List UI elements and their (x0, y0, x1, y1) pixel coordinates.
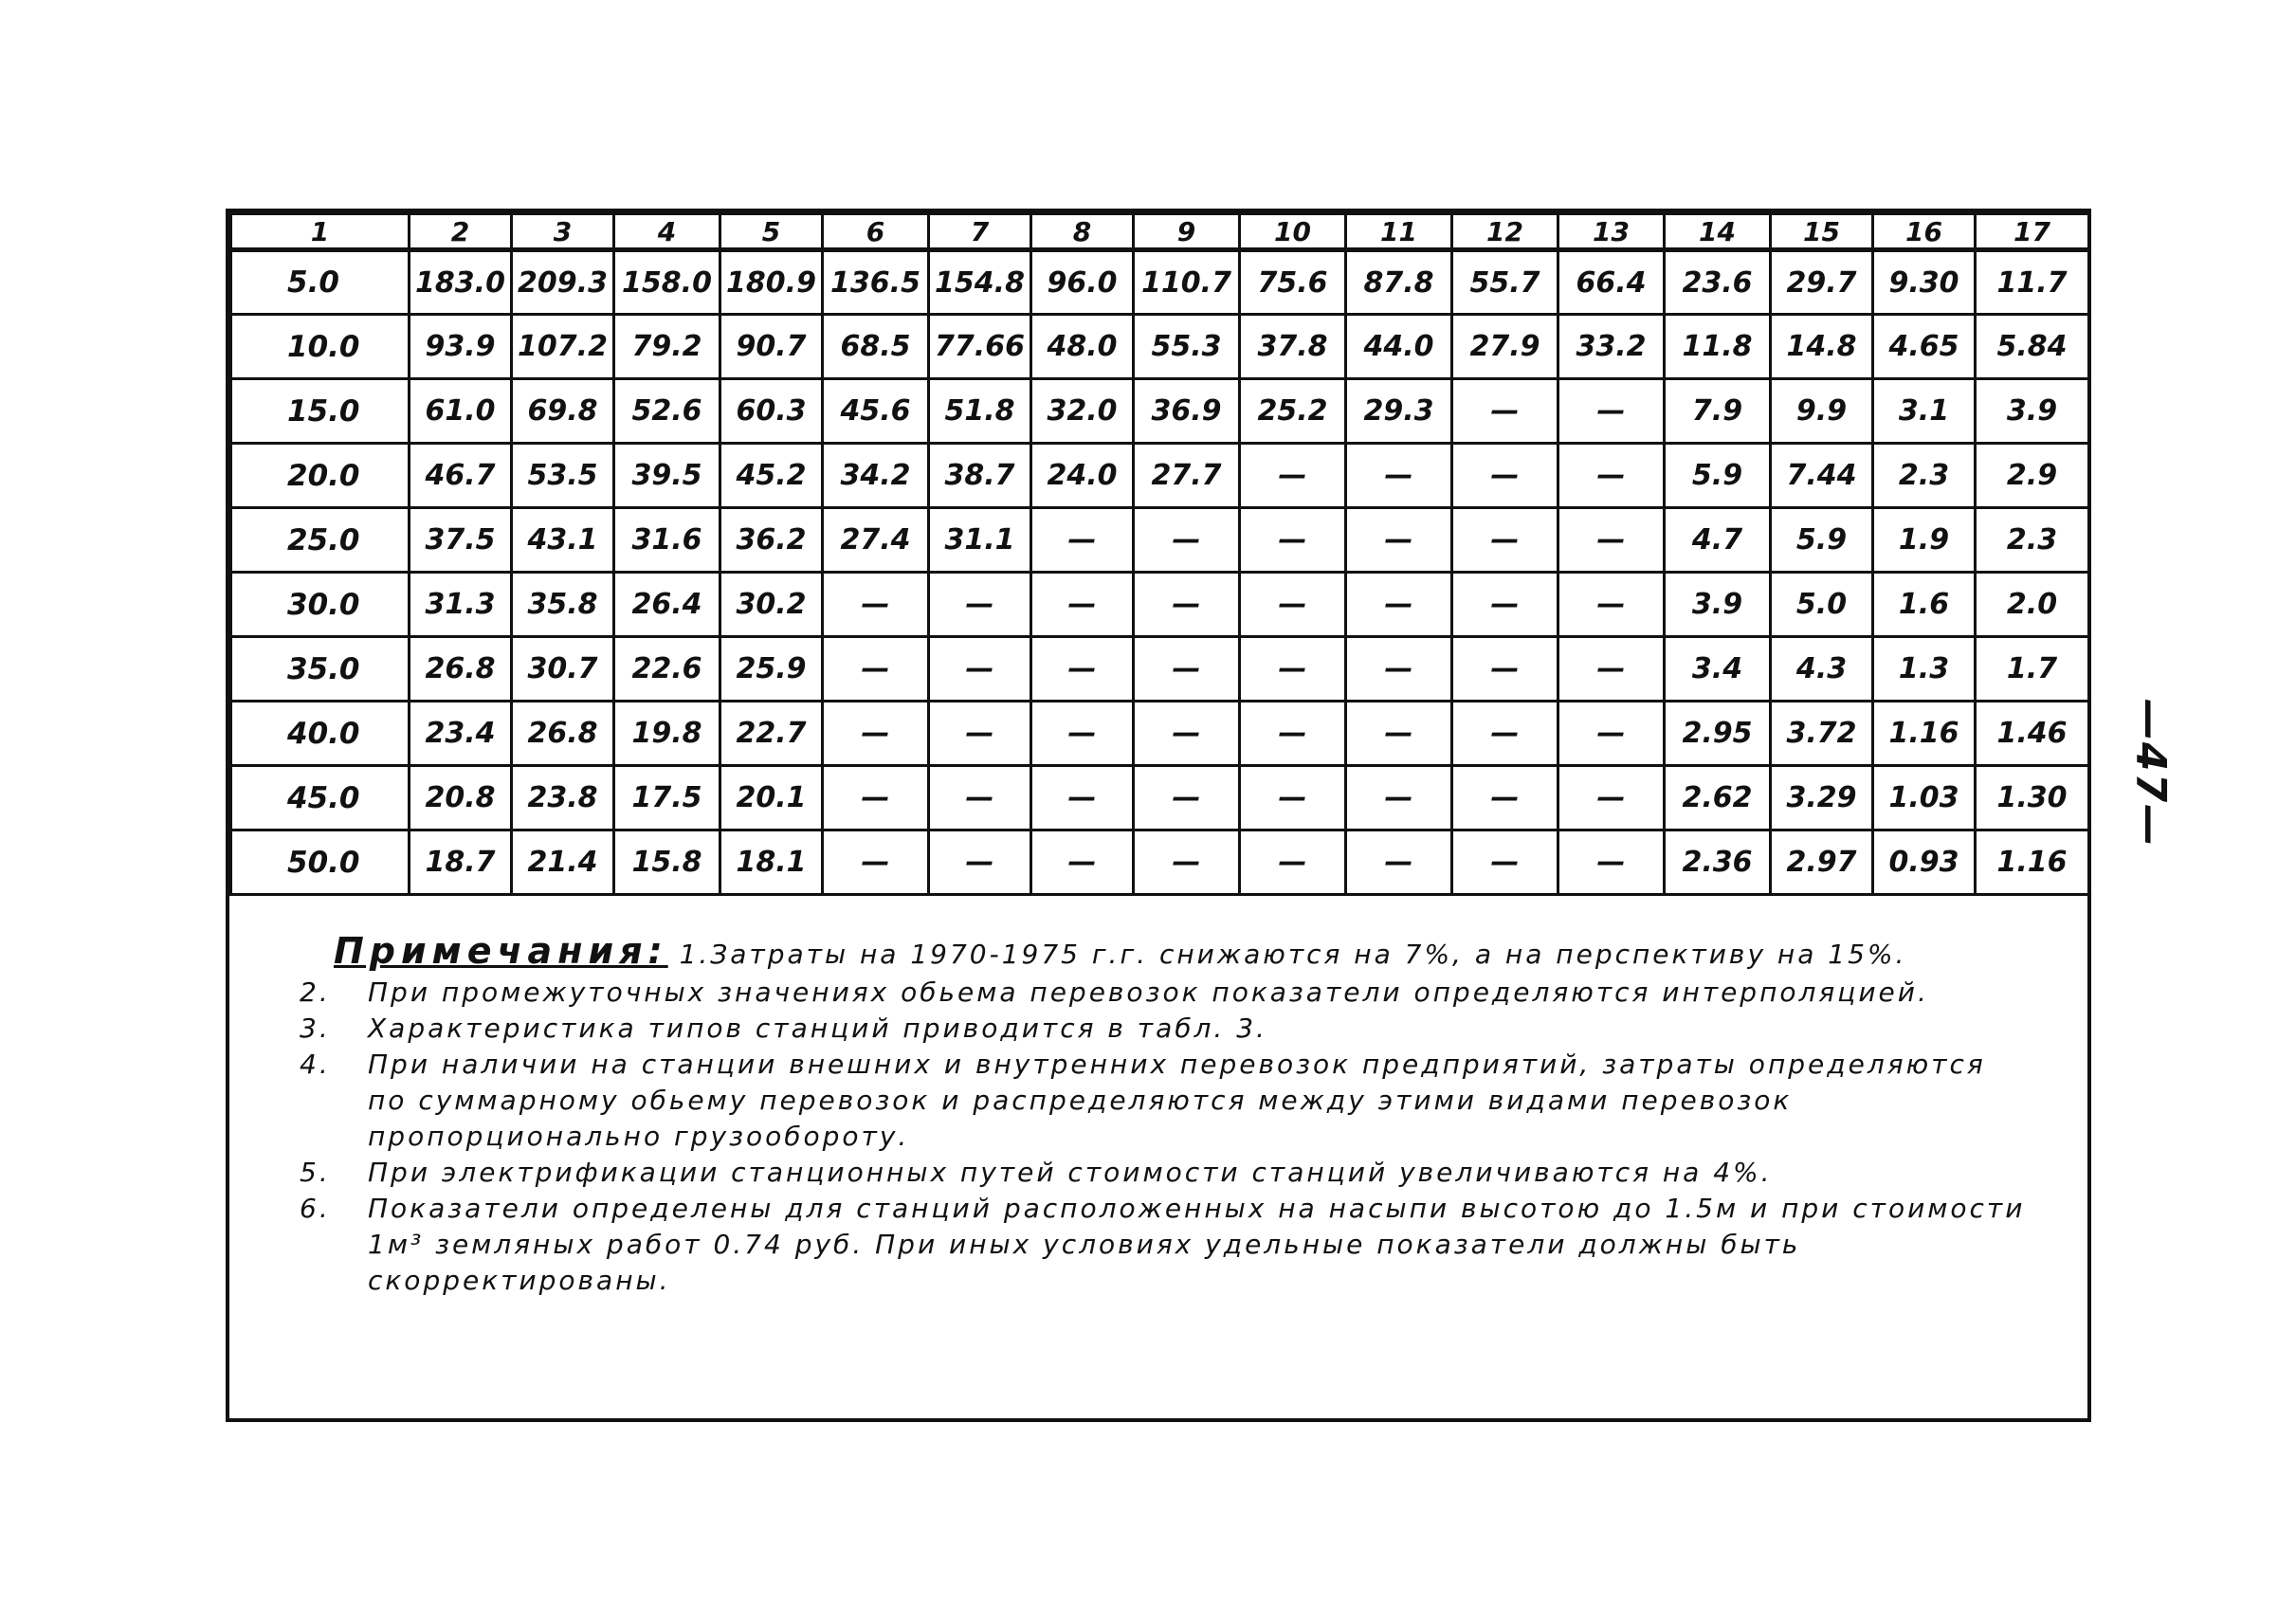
table-cell: 25.2 (1240, 379, 1346, 444)
table-cell: 55.3 (1134, 315, 1240, 379)
table-row (231, 379, 2089, 444)
table-cell: — (1452, 702, 1558, 766)
table-cell: — (1558, 637, 1665, 702)
table-cell: 27.9 (1452, 315, 1558, 379)
column-header: 1 (231, 214, 410, 250)
table-cell: — (1346, 508, 1452, 573)
table-cell: 30.7 (512, 637, 614, 702)
column-header: 9 (1134, 214, 1240, 250)
table-cell: 1.46 (1976, 702, 2089, 766)
table-cell: — (1134, 766, 1240, 830)
note-number: 5. (300, 1157, 331, 1188)
table-cell: 7.9 (1665, 379, 1771, 444)
document-sheet (226, 209, 2091, 1422)
table-row (231, 766, 2089, 830)
table-cell: 136.5 (823, 250, 929, 315)
table-cell: 9.30 (1873, 250, 1976, 315)
note-item (301, 1047, 2031, 1155)
table-cell: 79.2 (614, 315, 720, 379)
table-cell: 1.6 (1873, 573, 1976, 637)
row-label-cell: 30.0 (231, 573, 410, 637)
table-cell: 23.8 (512, 766, 614, 830)
table-cell: 110.7 (1134, 250, 1240, 315)
row-label-cell: 5.0 (231, 250, 410, 315)
table-cell: 37.5 (410, 508, 512, 573)
table-cell: 61.0 (410, 379, 512, 444)
table-cell: 93.9 (410, 315, 512, 379)
table-cell: 2.3 (1976, 508, 2089, 573)
table-row (231, 702, 2089, 766)
note-number: 3. (300, 1013, 331, 1044)
table-cell: 29.3 (1346, 379, 1452, 444)
note-1: 1.Затраты на 1970-1975 г.г. снижаются на 7%, а на перспективу на 15%. (679, 939, 1907, 970)
note-item (301, 975, 2031, 1011)
table-cell: 23.6 (1665, 250, 1771, 315)
column-header: 15 (1771, 214, 1873, 250)
column-header: 14 (1665, 214, 1771, 250)
table-cell: 39.5 (614, 444, 720, 508)
table-cell: — (1452, 379, 1558, 444)
table-cell: 183.0 (410, 250, 512, 315)
note-item (301, 1191, 2031, 1299)
table-cell: — (1558, 508, 1665, 573)
table-cell: 43.1 (512, 508, 614, 573)
column-header: 2 (410, 214, 512, 250)
column-header: 10 (1240, 214, 1346, 250)
table-cell: — (1134, 637, 1240, 702)
column-header: 5 (720, 214, 823, 250)
notes-first-line (334, 930, 2031, 973)
table-cell: 1.03 (1873, 766, 1976, 830)
cost-table (229, 212, 2090, 896)
table-cell: — (929, 573, 1031, 637)
table-cell: — (929, 830, 1031, 895)
column-header: 12 (1452, 214, 1558, 250)
row-label-cell: 15.0 (231, 379, 410, 444)
table-cell: 154.8 (929, 250, 1031, 315)
table-cell: 35.8 (512, 573, 614, 637)
table-cell: 36.9 (1134, 379, 1240, 444)
column-header: 13 (1558, 214, 1665, 250)
table-cell: — (1558, 766, 1665, 830)
table-cell: — (929, 637, 1031, 702)
column-header: 3 (512, 214, 614, 250)
table-cell: 5.9 (1665, 444, 1771, 508)
table-cell: 22.7 (720, 702, 823, 766)
table-cell: 7.44 (1771, 444, 1873, 508)
note-number: 6. (300, 1193, 331, 1224)
table-cell: 26.8 (512, 702, 614, 766)
table-cell: 44.0 (1346, 315, 1452, 379)
note-text: При промежуточных значениях обьема перевозок показатели определяются интерполяцией. (368, 976, 1929, 1008)
table-cell: — (1031, 637, 1134, 702)
table-cell: 48.0 (1031, 315, 1134, 379)
note-item (301, 1155, 2031, 1191)
column-header: 4 (614, 214, 720, 250)
table-cell: 2.36 (1665, 830, 1771, 895)
table-cell: — (1346, 702, 1452, 766)
table-cell: 2.62 (1665, 766, 1771, 830)
table-cell: 3.29 (1771, 766, 1873, 830)
table-cell: — (929, 766, 1031, 830)
table-cell: 1.16 (1976, 830, 2089, 895)
column-header: 16 (1873, 214, 1976, 250)
table-cell: 29.7 (1771, 250, 1873, 315)
table-cell: 5.0 (1771, 573, 1873, 637)
table-cell: 4.65 (1873, 315, 1976, 379)
table-cell: 3.1 (1873, 379, 1976, 444)
table-cell: 33.2 (1558, 315, 1665, 379)
table-cell: 3.4 (1665, 637, 1771, 702)
table-cell: — (1346, 637, 1452, 702)
table-cell: 209.3 (512, 250, 614, 315)
row-label-cell: 20.0 (231, 444, 410, 508)
table-cell: — (1558, 379, 1665, 444)
table-cell: 52.6 (614, 379, 720, 444)
table-cell: — (1031, 830, 1134, 895)
table-cell: 38.7 (929, 444, 1031, 508)
table-cell: — (1346, 766, 1452, 830)
table-cell: 2.95 (1665, 702, 1771, 766)
table-cell: — (1134, 508, 1240, 573)
note-number: 2. (300, 976, 331, 1008)
note-text: При наличии на станции внешних и внутренних перевозок предприятий, затраты определяются по суммарному обьему перевозок и распределяются между этими видами перевозок пропорционально грузообороту. (368, 1049, 1986, 1152)
table-cell: — (1346, 444, 1452, 508)
table-cell: 68.5 (823, 315, 929, 379)
table-cell: 31.3 (410, 573, 512, 637)
table-cell: 17.5 (614, 766, 720, 830)
table-cell: 4.7 (1665, 508, 1771, 573)
table-cell: — (823, 573, 929, 637)
table-cell: — (1240, 444, 1346, 508)
table-cell: 1.7 (1976, 637, 2089, 702)
notes-list (300, 975, 2031, 1299)
table-cell: 53.5 (512, 444, 614, 508)
row-label-cell: 45.0 (231, 766, 410, 830)
table-cell: 2.3 (1873, 444, 1976, 508)
table-cell: — (1346, 573, 1452, 637)
table-cell: 20.8 (410, 766, 512, 830)
table-row (231, 830, 2089, 895)
table-cell: — (1452, 444, 1558, 508)
notes-title: Примечания: (334, 930, 668, 972)
table-cell: 1.9 (1873, 508, 1976, 573)
table-cell: 27.4 (823, 508, 929, 573)
table-cell: — (1031, 573, 1134, 637)
row-label-cell: 50.0 (231, 830, 410, 895)
table-cell: 30.2 (720, 573, 823, 637)
table-cell: 14.8 (1771, 315, 1873, 379)
table-cell: — (1452, 637, 1558, 702)
table-cell: 55.7 (1452, 250, 1558, 315)
table-cell: 46.7 (410, 444, 512, 508)
notes-section (300, 930, 2031, 1299)
table-cell: — (1240, 508, 1346, 573)
note-text: Показатели определены для станций расположенных на насыпи высотою до 1.5м и при стоимости 1м³ земляных работ 0.74 руб. При иных условиях удельные показатели должны быть скорректированы. (368, 1193, 2026, 1296)
table-cell: — (1346, 830, 1452, 895)
table-cell: 31.6 (614, 508, 720, 573)
table-cell: 27.7 (1134, 444, 1240, 508)
table-cell: 1.30 (1976, 766, 2089, 830)
table-cell: — (1240, 637, 1346, 702)
table-cell: 19.8 (614, 702, 720, 766)
table-cell: 5.9 (1771, 508, 1873, 573)
table-cell: 18.1 (720, 830, 823, 895)
table-cell: 37.8 (1240, 315, 1346, 379)
column-header: 8 (1031, 214, 1134, 250)
column-header: 7 (929, 214, 1031, 250)
table-cell: — (1134, 702, 1240, 766)
table-cell: — (823, 830, 929, 895)
table-header-row (231, 214, 2089, 250)
table-cell: 3.9 (1976, 379, 2089, 444)
table-row (231, 637, 2089, 702)
table-cell: — (1031, 702, 1134, 766)
page-number: —47— (2126, 698, 2176, 848)
table-cell: 18.7 (410, 830, 512, 895)
table-cell: 26.4 (614, 573, 720, 637)
table-cell: 87.8 (1346, 250, 1452, 315)
table-cell: 21.4 (512, 830, 614, 895)
table-cell: 25.9 (720, 637, 823, 702)
table-cell: — (1452, 830, 1558, 895)
table-cell: — (1240, 830, 1346, 895)
table-cell: 23.4 (410, 702, 512, 766)
table-cell: — (1134, 830, 1240, 895)
note-text: При электрификации станционных путей стоимости станций увеличиваются на 4%. (368, 1157, 1773, 1188)
table-cell: 5.84 (1976, 315, 2089, 379)
table-cell: — (1452, 573, 1558, 637)
note-text: Характеристика типов станций приводится в табл. 3. (368, 1013, 1267, 1044)
table-cell: 1.3 (1873, 637, 1976, 702)
table-cell: 77.66 (929, 315, 1031, 379)
table-cell: — (1240, 766, 1346, 830)
table-row (231, 250, 2089, 315)
table-cell: 24.0 (1031, 444, 1134, 508)
table-cell: — (1558, 702, 1665, 766)
table-cell: — (1031, 766, 1134, 830)
table-cell: 180.9 (720, 250, 823, 315)
table-row (231, 508, 2089, 573)
table-cell: 4.3 (1771, 637, 1873, 702)
table-cell: — (1558, 444, 1665, 508)
table-cell: — (1134, 573, 1240, 637)
table-cell: 1.16 (1873, 702, 1976, 766)
table-cell: 2.9 (1976, 444, 2089, 508)
column-header: 17 (1976, 214, 2089, 250)
table-cell: — (1031, 508, 1134, 573)
table-cell: — (823, 702, 929, 766)
table-row (231, 444, 2089, 508)
table-cell: 158.0 (614, 250, 720, 315)
table-cell: — (1240, 702, 1346, 766)
table-cell: 2.97 (1771, 830, 1873, 895)
table-cell: — (1240, 573, 1346, 637)
table-row (231, 315, 2089, 379)
note-item (301, 1011, 2031, 1047)
table-cell: — (929, 702, 1031, 766)
table-cell: 2.0 (1976, 573, 2089, 637)
table-cell: — (1558, 573, 1665, 637)
table-cell: 34.2 (823, 444, 929, 508)
note-number: 4. (300, 1049, 331, 1080)
table-cell: 26.8 (410, 637, 512, 702)
table-cell: 15.8 (614, 830, 720, 895)
table-cell: 3.72 (1771, 702, 1873, 766)
table-cell: 60.3 (720, 379, 823, 444)
table-cell: 11.7 (1976, 250, 2089, 315)
table-cell: 22.6 (614, 637, 720, 702)
row-label-cell: 35.0 (231, 637, 410, 702)
column-header: 6 (823, 214, 929, 250)
table-cell: — (1452, 508, 1558, 573)
table-cell: 51.8 (929, 379, 1031, 444)
table-cell: 20.1 (720, 766, 823, 830)
column-header: 11 (1346, 214, 1452, 250)
table-cell: 9.9 (1771, 379, 1873, 444)
table-cell: 0.93 (1873, 830, 1976, 895)
table-cell: 31.1 (929, 508, 1031, 573)
table-cell: — (823, 637, 929, 702)
table-cell: 90.7 (720, 315, 823, 379)
table-cell: 45.2 (720, 444, 823, 508)
table-cell: 96.0 (1031, 250, 1134, 315)
table-cell: — (1558, 830, 1665, 895)
row-label-cell: 25.0 (231, 508, 410, 573)
table-cell: 32.0 (1031, 379, 1134, 444)
row-label-cell: 40.0 (231, 702, 410, 766)
table-cell: — (1452, 766, 1558, 830)
table-cell: 69.8 (512, 379, 614, 444)
row-label-cell: 10.0 (231, 315, 410, 379)
table-cell: — (823, 766, 929, 830)
table-row (231, 573, 2089, 637)
table-cell: 45.6 (823, 379, 929, 444)
table-cell: 11.8 (1665, 315, 1771, 379)
table-cell: 107.2 (512, 315, 614, 379)
table-cell: 66.4 (1558, 250, 1665, 315)
table-cell: 3.9 (1665, 573, 1771, 637)
table-cell: 75.6 (1240, 250, 1346, 315)
table-cell: 36.2 (720, 508, 823, 573)
